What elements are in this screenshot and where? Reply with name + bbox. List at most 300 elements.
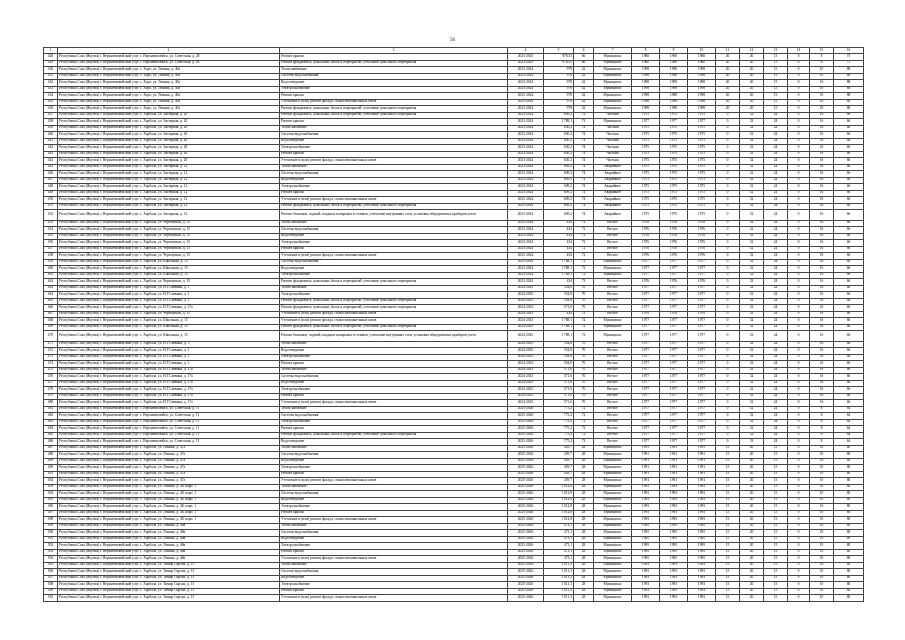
table-cell: 1993 [632,569,660,576]
table-cell: 2023-2025 [508,54,544,61]
table-cell: 1977 [660,341,688,348]
table-cell: Республика Саха (Якутия) г. Верхневилюйский улус с. Харбала, ул. Тимир Сирэнэ, д. 15 [58,569,280,576]
table-cell: Теплоснабжение [280,523,508,530]
table-cell: 16 [810,361,834,368]
table-cell: Республика Саха (Якутия) г. Верхневилюйский улус с. Харбала, ул. Ленина, д. 48, корп. 1 [58,497,280,504]
table-cell: 24 [764,341,788,348]
table-cell: 16 [810,227,834,234]
table-cell: 463 [44,285,58,292]
table-cell: 24 [764,305,788,312]
table-cell: Муниципал [594,318,632,325]
table-cell: 1998 [632,67,660,74]
table-cell: Республика Саха (Якутия) г. Верхневилюйский улус с. Харбала, ул. Н.Г.Саввина, д. 17а [58,380,280,387]
table-row [44,210,864,221]
table-cell: 446 [44,171,58,178]
table-cell: 15 [764,536,788,543]
table-cell: 503 [44,549,58,556]
table-cell: 72 [574,419,594,426]
table-cell: 1977 [688,292,716,299]
table-cell: 1993 [688,588,716,595]
table-cell: 2023-2024 [508,73,544,80]
table-cell: 0 [716,324,740,331]
table-cell: 2025-2026 [508,439,544,446]
table-cell: 1975 [660,184,688,191]
table-cell: 15 [716,595,740,602]
table-cell: 1993 [632,562,660,569]
table-cell: Теплоснабжение [280,445,508,452]
table-cell: 1977 [632,432,660,439]
table-cell: Республика Саха (Якутия) г. Верхневилюйский улус с. Харбала, ул. Заозерная, д. 20 [58,132,280,139]
table-cell: 1977 [688,374,716,381]
table-cell: 1976 [632,246,660,253]
table-cell: 72 [574,432,594,439]
table-cell: 80 [834,536,864,543]
table-cell: 1993 [660,484,688,491]
table-cell: Республика Саха (Якутия) г. Верхневилюйский улус с. Харбала, ул. Ленина, д. 47а [58,465,280,472]
table-cell: 459,7 [544,465,574,472]
table-cell: 16 [810,125,834,132]
table-cell: 16 [810,112,834,119]
table-cell: 0 [788,145,810,152]
table-cell: Муниципал [594,452,632,459]
table-cell: 1 012,8 [544,517,574,524]
table-cell: 1998 [688,99,716,106]
table-cell: 1991 [632,452,660,459]
table-cell: 28 [574,458,594,465]
table-cell: 15 [716,549,740,556]
table-cell: 459,7 [544,458,574,465]
header-cell: 12 [740,48,764,54]
table-cell: Республика Саха (Якутия) г. Верхневилюйский улус с. Харбала, ул. Заозерная, д. 12 [58,190,280,197]
table-cell: 1991 [632,471,660,478]
table-cell: 66 [834,240,864,247]
table-cell: 432 [44,80,58,87]
table-cell: 450 [44,197,58,204]
table-cell: 8 [810,439,834,446]
table-cell: Водоотведение [280,177,508,184]
table-cell: 24 [764,406,788,413]
table-cell: 1991 [632,478,660,485]
table-cell: 32 [740,361,764,368]
table-cell: 66 [834,331,864,342]
table-cell: 28 [574,504,594,511]
table-cell: 1977 [688,272,716,279]
table-cell: Аварийное [594,184,632,191]
table-cell: Муниципал [594,595,632,602]
table-cell: Республика Саха (Якутия) г. Верхневилюйский улус с. Харбала, ул. Ленина, д. 47а [58,471,280,478]
table-cell: 0 [788,582,810,589]
table-cell: 15 [716,445,740,452]
table-cell: 0 [788,210,810,221]
table-cell: 20 [740,497,764,504]
table-cell: 1975 [660,171,688,178]
table-cell: 80 [834,497,864,504]
table-cell: 1975 [688,164,716,171]
table-cell: 66 [834,324,864,331]
table-cell: 1998 [688,73,716,80]
table-cell: 1975 [632,125,660,132]
table-cell: 74 [574,184,594,191]
table-cell: 20 [740,452,764,459]
table-cell: 1977 [660,285,688,292]
table-cell: 66 [834,112,864,119]
table-cell: 1960 [660,54,688,61]
table-cell: 70 [574,354,594,361]
table-cell: 1977 [688,361,716,368]
table-cell: Ветхое [594,305,632,312]
table-cell: 0 [788,331,810,342]
table-cell: 66 [834,197,864,204]
table-cell: 72 [574,227,594,234]
table-cell: 978 [544,93,574,100]
table-cell: 80 [834,543,864,550]
table-cell: 15 [764,517,788,524]
table-cell: 0 [788,361,810,368]
table-cell: Аварийное [594,203,632,210]
table-cell: 1975 [632,210,660,221]
table-cell: 24 [764,203,788,210]
table-cell: 0 [788,465,810,472]
table-cell: 978 [544,73,574,80]
table-cell: Муниципал [594,484,632,491]
table-cell: Система водоснабжения [280,171,508,178]
table-cell: 0 [716,305,740,312]
table-cell: 10 [810,465,834,472]
table-cell: Республика Саха (Якутия) г. Верхневилюйский улус с. Харбала, ул. Н.Г.Саввина, д. 1 [58,285,280,292]
table-cell: 2025-2026 [508,517,544,524]
table-cell: 15 [716,588,740,595]
table-cell: 20 [740,575,764,582]
table-cell: 28 [574,497,594,504]
table-cell: 554,8 [544,354,574,361]
table-cell: 1993 [688,575,716,582]
table-cell: 70 [574,305,594,312]
table-cell: 457 [44,246,58,253]
table-cell: Республика Саха (Якутия) г. Верхневилюйский улус с. Харбала, ул. Тимир Сирэнэ, д. 15 [58,582,280,589]
table-cell: 20 [740,54,764,61]
table-cell: 15 [716,562,740,569]
table-cell: 0 [716,253,740,260]
table-cell: 0 [788,588,810,595]
table-cell: 1976 [632,240,660,247]
table-cell: 2025-2026 [508,543,544,550]
table-cell: 80 [834,465,864,472]
table-cell: 10 [810,588,834,595]
table-cell: 32 [740,164,764,171]
table-cell: 28 [574,445,594,452]
table-cell: 20 [740,471,764,478]
table-cell: 630,2 [544,125,574,132]
table-cell: 2025-2026 [508,432,544,439]
table-cell: 15 [764,452,788,459]
table-cell: 609,2 [544,171,574,178]
table-cell: 554,8 [544,285,574,292]
table-cell: 1960 [688,54,716,61]
table-cell: 16 [810,354,834,361]
table-cell: 2024-2025 [508,348,544,355]
table-cell: Ремонт фундамента, цокольных балок и перекрытий, утепление цокольного перекрытия [280,203,508,210]
table-cell: Ремонт крыши [280,361,508,368]
table-cell: 80 [834,478,864,485]
table-cell: 0 [716,233,740,240]
table-cell: 442 [44,145,58,152]
table-cell: 2023-2024 [508,99,544,106]
table-cell: 8 [810,54,834,61]
table-cell: 64 [834,413,864,420]
table-cell: 1975 [632,171,660,178]
table-cell: 15 [716,465,740,472]
table-cell: Ветхое [594,413,632,420]
table-cell: 554,8 [544,292,574,299]
table-cell: 0 [788,93,810,100]
table-cell: 1977 [632,266,660,273]
table-cell: 0 [716,259,740,266]
table-cell: 2023-2024 [508,279,544,286]
table-cell: 459,7 [544,452,574,459]
table-cell: 28 [574,510,594,517]
table-cell: 70 [574,298,594,305]
table-cell: 434 [544,227,574,234]
table-cell: 451 [44,203,58,210]
table-cell: 72 [574,253,594,260]
table-cell: 2025-2026 [508,471,544,478]
table-cell: 1976 [660,240,688,247]
table-cell: 434 [544,253,574,260]
table-cell: 0 [716,285,740,292]
table-cell: 1975 [688,151,716,158]
table-cell: 1975 [660,190,688,197]
table-cell: Ветхое [594,432,632,439]
table-cell: 15 [716,478,740,485]
table-cell: Республика Саха (Якутия) г. Верхневилюйский улус с. Харбала, ул. Черемушки, д. 15 [58,253,280,260]
table-cell: 66 [834,348,864,355]
table-cell: 2025-2026 [508,569,544,576]
table-cell: Муниципал [594,536,632,543]
table-cell: 0 [788,86,810,93]
table-cell: 1975 [660,158,688,165]
table-cell: 1976 [632,220,660,227]
table-cell: 15 [764,491,788,498]
table-cell: 1991 [660,445,688,452]
table-cell: 15 [764,67,788,74]
table-cell: 72 [574,220,594,227]
table-cell: 42 [574,99,594,106]
table-cell: 431 [44,73,58,80]
table-cell: 1977 [632,387,660,394]
table-cell: Республика Саха (Якутия) г. Верхневилюйский улус с. Верхневилюйск, ул. Советская, д. 11 [58,426,280,433]
table-cell: 434 [544,311,574,318]
table-cell: 24 [764,164,788,171]
table-cell: Ветхое [594,233,632,240]
table-cell: 24 [764,361,788,368]
table-cell: 1975 [660,112,688,119]
table-cell: 88 [834,106,864,113]
table-cell: 72 [574,413,594,420]
table-cell: 20 [740,73,764,80]
table-cell: 32 [740,380,764,387]
table-cell: 1995 [688,523,716,530]
table-cell: 1993 [660,510,688,517]
table-cell: 0 [716,341,740,348]
table-cell: 1998 [632,106,660,113]
table-cell: 1977 [688,119,716,126]
table-cell: 1993 [632,517,660,524]
table-cell: 66 [834,354,864,361]
table-cell: 32 [740,220,764,227]
table-cell: 1976 [660,279,688,286]
table-cell: 16 [810,210,834,221]
table-cell: 10 [810,86,834,93]
table-cell: 10 [810,536,834,543]
table-cell: Муниципал [594,569,632,576]
table-cell: 1975 [632,184,660,191]
table-cell: 70 [574,348,594,355]
table-cell: 10 [810,478,834,485]
table-cell: 32 [740,285,764,292]
table-cell: 480 [44,400,58,407]
table-cell: 0 [716,138,740,145]
table-cell: Аварийное [594,177,632,184]
table-cell: 32 [740,119,764,126]
table-cell: 66 [834,311,864,318]
table-cell: 775,2 [544,426,574,433]
table-cell: 0 [788,190,810,197]
table-cell: 510 [44,595,58,602]
table-cell: Водоотведение [280,138,508,145]
table-cell: 32 [740,354,764,361]
table-cell: 24 [764,240,788,247]
table-cell: 978,55 [544,60,574,67]
table-cell: Муниципал [594,523,632,530]
table-cell: Муниципал [594,54,632,61]
header-cell: 10 [688,48,716,54]
table-cell: 10 [810,569,834,576]
table-cell: 978 [544,80,574,87]
table-cell: Республика Саха (Якутия) г. Верхневилюйский улус с. Харбала, ул. Заозерная, д. 20 [58,138,280,145]
table-cell: 24 [764,298,788,305]
table-cell: 1977 [688,393,716,400]
table-cell: 28 [574,575,594,582]
table-cell: 449 [44,190,58,197]
table-cell: Водоотведение [280,458,508,465]
table-cell: Ветхое [594,419,632,426]
table-cell: 16 [810,138,834,145]
table-cell: Частная [594,138,632,145]
table-cell: 1960 [688,60,716,67]
table-cell: 1993 [660,517,688,524]
table-cell: Ремонт крыши [280,510,508,517]
table-cell: 2025-2026 [508,530,544,537]
table-cell: 15 [716,569,740,576]
table-cell: Частная [594,132,632,139]
table-cell: 66 [834,145,864,152]
table-cell: 502 [44,543,58,550]
table-cell: 1993 [660,504,688,511]
table-cell: Ремонт крыши [280,151,508,158]
table-cell: Водоотведение [280,80,508,87]
table-cell: 0 [716,318,740,325]
table-cell: 1976 [688,227,716,234]
table-cell: 0 [716,132,740,139]
table-cell: Электроснабжение [280,184,508,191]
table-cell: 28 [574,549,594,556]
table-cell: 2024-2025 [508,311,544,318]
table-cell: 0 [716,298,740,305]
table-cell: Ветхое [594,311,632,318]
table-cell: 32 [740,233,764,240]
table-cell: Республика Саха (Якутия) г. Верхневилюйский улус с. Хоро, ул. Ленина, д. 40а [58,99,280,106]
table-cell: 32 [740,125,764,132]
table-cell: 24 [764,318,788,325]
table-cell: 72 [574,279,594,286]
table-cell: 15 [764,575,788,582]
table-cell: 66 [834,132,864,139]
table-cell: 1977 [660,318,688,325]
table-cell: 66 [834,380,864,387]
table-cell: 0 [788,556,810,563]
table-cell: Республика Саха (Якутия) г. Верхневилюйский улус с. Харбала, ул. Н.Г.Саввина, д. 1 [58,361,280,368]
table-cell: 473,1 [544,530,574,537]
table-cell: Республика Саха (Якутия) г. Верхневилюйский улус с. Харбала, ул. Заозерная, д. 20 [58,151,280,158]
table-cell: 0 [788,497,810,504]
table-cell: 20 [716,67,740,74]
table-cell: 24 [764,190,788,197]
table-cell: 630,2 [544,138,574,145]
table-cell: 15 [764,543,788,550]
table-cell: 0 [788,158,810,165]
table-cell: 459,7 [544,471,574,478]
table-cell: 72 [574,259,594,266]
table-cell: 10 [810,484,834,491]
table-cell: 16 [810,285,834,292]
table-cell: 1 011,3 [544,575,574,582]
table-cell: 24 [764,138,788,145]
table-cell: Республика Саха (Якутия) г. Верхневилюйский улус с. Харбала, ул. Н.Г.Саввина, д. 17а [58,374,280,381]
table-cell: 1960 [660,60,688,67]
table-cell: Республика Саха (Якутия) г. Верхневилюйский улус с. Харбала, ул. Школьная, д. 15 [58,266,280,273]
table-cell: 66 [834,259,864,266]
table-cell: 1977 [660,432,688,439]
table-cell: 0 [716,406,740,413]
table-cell: 0 [788,80,810,87]
table-cell: 24 [764,348,788,355]
table-cell: Ветхое [594,387,632,394]
table-cell: 66 [834,164,864,171]
table-cell: 2024-2025 [508,361,544,368]
table-cell: 0 [788,536,810,543]
table-cell: 1 011,3 [544,595,574,602]
table-cell: 10 [810,530,834,537]
table-cell: 2023-2024 [508,164,544,171]
table-cell: 0 [788,203,810,210]
table-cell: 80 [834,458,864,465]
table-cell: 775,2 [544,419,574,426]
table-cell: Республика Саха (Якутия) г. Верхневилюйский улус с. Харбала, ул. Заозерная, д. 20 [58,158,280,165]
table-cell: Ветхое [594,406,632,413]
table-cell: 1977 [688,380,716,387]
table-cell: 0 [716,419,740,426]
table-cell: 20 [740,106,764,113]
header-cell: 13 [764,48,788,54]
table-cell: Ремонт крыши [280,246,508,253]
table-cell: 1977 [660,380,688,387]
table-cell: Муниципал [594,324,632,331]
table-cell: 473,1 [544,543,574,550]
table-cell: 66 [834,374,864,381]
table-cell: 1998 [660,73,688,80]
table-cell: 0 [788,595,810,602]
table-cell: 471 [44,341,58,348]
